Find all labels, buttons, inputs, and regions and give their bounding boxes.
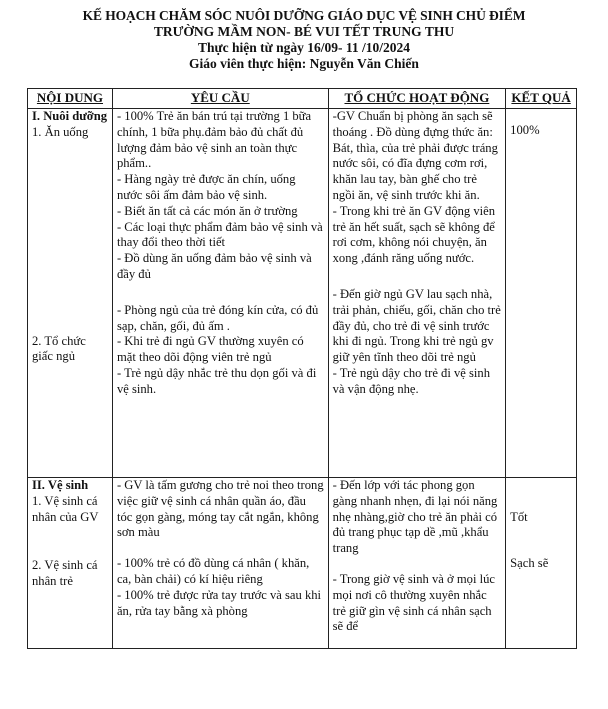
item-label: 2. Vệ sinh cá nhân trẻ bbox=[32, 558, 98, 589]
document-subtitle: TRƯỜNG MẦM NON- BÉ VUI TẾT TRUNG THU bbox=[153, 24, 455, 39]
table-header-row bbox=[28, 89, 577, 109]
content-cell bbox=[28, 109, 113, 478]
section-title: I. Nuôi dưỡng bbox=[32, 109, 108, 123]
result-value: Sạch sẽ bbox=[510, 555, 549, 570]
list-item: - Phòng ngủ của trẻ đóng kín cửa, có đủ sạp, chăn, gối, đủ ấm . bbox=[116, 302, 319, 333]
list-item: - Biết ăn tất cả các món ăn ở trường bbox=[116, 203, 298, 218]
list-item: - Khi trẻ đi ngủ GV thường xuyên có mặt theo dõi động viên trẻ ngủ bbox=[116, 334, 304, 365]
list-item: - Trong khi trẻ ăn GV động viên trẻ ăn hết suất, sạch sẽ không để rơi cơm, không nói chuyện, ăn xong ,đánh răng uống nước. bbox=[332, 203, 496, 266]
document-header bbox=[0, 8, 608, 72]
document-title: KẾ HOẠCH CHĂM SÓC NUÔI DƯỠNG GIÁO DỤC VỆ SINH CHỦ ĐIỂM bbox=[82, 8, 526, 23]
list-item: - Đến giờ ngủ GV lau sạch nhà, trải phản, chiếu, gối, chăn cho trẻ đầy đủ, cho trẻ đi vệ sinh trước khi đi ngủ. Trong khi trẻ ngủ gv giữ yên tĩnh theo dõi trẻ ngủ bbox=[332, 286, 501, 365]
list-item: - Trong giờ vệ sinh và ở mọi lúc mọi nơi cô thường xuyên nhắc trẻ giữ gìn vệ sinh cá nhân sạch sẽ để bbox=[332, 571, 495, 634]
header-noi-dung: NỘI DUNG bbox=[28, 89, 113, 109]
list-item: - Đến lớp với tác phong gọn gàng nhanh nhẹn, đi lại nói năng nhẹ nhàng,giờ cho trẻ ăn phải có đủ trang phục tạp dề ,mũ ,khẩu trang bbox=[332, 478, 498, 556]
list-item: - 100% trẻ có đồ dùng cá nhân ( khăn, ca, bàn chải) có kí hiệu riêng bbox=[116, 556, 310, 586]
list-item: - Trẻ ngủ dậy nhắc trẻ thu dọn gối và đi vệ sinh. bbox=[116, 365, 317, 396]
header-yeu-cau: YÊU CẦU bbox=[112, 89, 328, 109]
activity-cell bbox=[328, 478, 506, 649]
list-item: -GV Chuẩn bị phòng ăn sạch sẽ thoáng . Đồ dùng đựng thức ăn: Bát, thìa, của trẻ phải được tráng nước sôi, có đĩa đựng cơm rơi, khăn lau tay, bàn ghế cho trẻ ngồi ăn, vệ sinh trước khi ăn. bbox=[332, 109, 498, 202]
result-value: Tốt bbox=[510, 510, 528, 524]
section-title: II. Vệ sinh bbox=[32, 478, 89, 492]
list-item: - GV là tấm gương cho trẻ noi theo trong việc giữ vệ sinh cá nhân quần áo, đầu tóc gọn gàng, móng tay cắt ngắn, không sơn màu bbox=[116, 478, 324, 540]
result-cell bbox=[506, 109, 577, 478]
result-value: 100% bbox=[510, 123, 540, 137]
list-item: - 100% trẻ được rửa tay trước và sau khi ăn, rửa tay bằng xà phòng bbox=[116, 587, 322, 618]
result-cell bbox=[506, 478, 577, 649]
requirement-cell bbox=[112, 109, 328, 478]
header-ket-qua: KẾT QUẢ bbox=[506, 89, 577, 109]
item-label: 2. Tổ chức giấc ngủ bbox=[32, 333, 86, 364]
list-item: - Trẻ ngủ dậy cho trẻ đi vệ sinh và vận động nhẹ. bbox=[332, 365, 491, 396]
requirement-cell bbox=[112, 478, 328, 649]
item-label: 1. Ăn uống bbox=[32, 124, 89, 139]
date-range: Thực hiện từ ngày 16/09- 11 /10/2024 bbox=[198, 40, 410, 55]
list-item: - Các loại thực phẩm đảm bảo vệ sinh và thay đổi theo thời tiết bbox=[116, 219, 323, 250]
list-item: - 100% Trẻ ăn bán trú tại trường 1 bữa chính, 1 bữa phụ.đảm bảo đủ chất đủ lượng đảm bảo vệ sinh an toàn thực phẩm.. bbox=[116, 109, 312, 171]
header-to-chuc: TỔ CHỨC HOẠT ĐỘNG bbox=[328, 89, 506, 109]
table-row-section1 bbox=[28, 109, 577, 478]
activity-cell bbox=[328, 109, 506, 478]
item-label: 1. Vệ sinh cá nhân của GV bbox=[32, 493, 99, 524]
list-item: - Hàng ngày trẻ được ăn chín, uống nước sôi ấm đảm bảo vệ sinh. bbox=[116, 172, 296, 202]
list-item: - Đồ dùng ăn uống đảm bảo vệ sinh và đầy đủ bbox=[116, 251, 312, 281]
care-plan-table bbox=[27, 88, 577, 649]
content-cell bbox=[28, 478, 113, 649]
teacher-name: Giáo viên thực hiện: Nguyễn Văn Chiến bbox=[189, 56, 419, 71]
table-row-section2 bbox=[28, 478, 577, 649]
